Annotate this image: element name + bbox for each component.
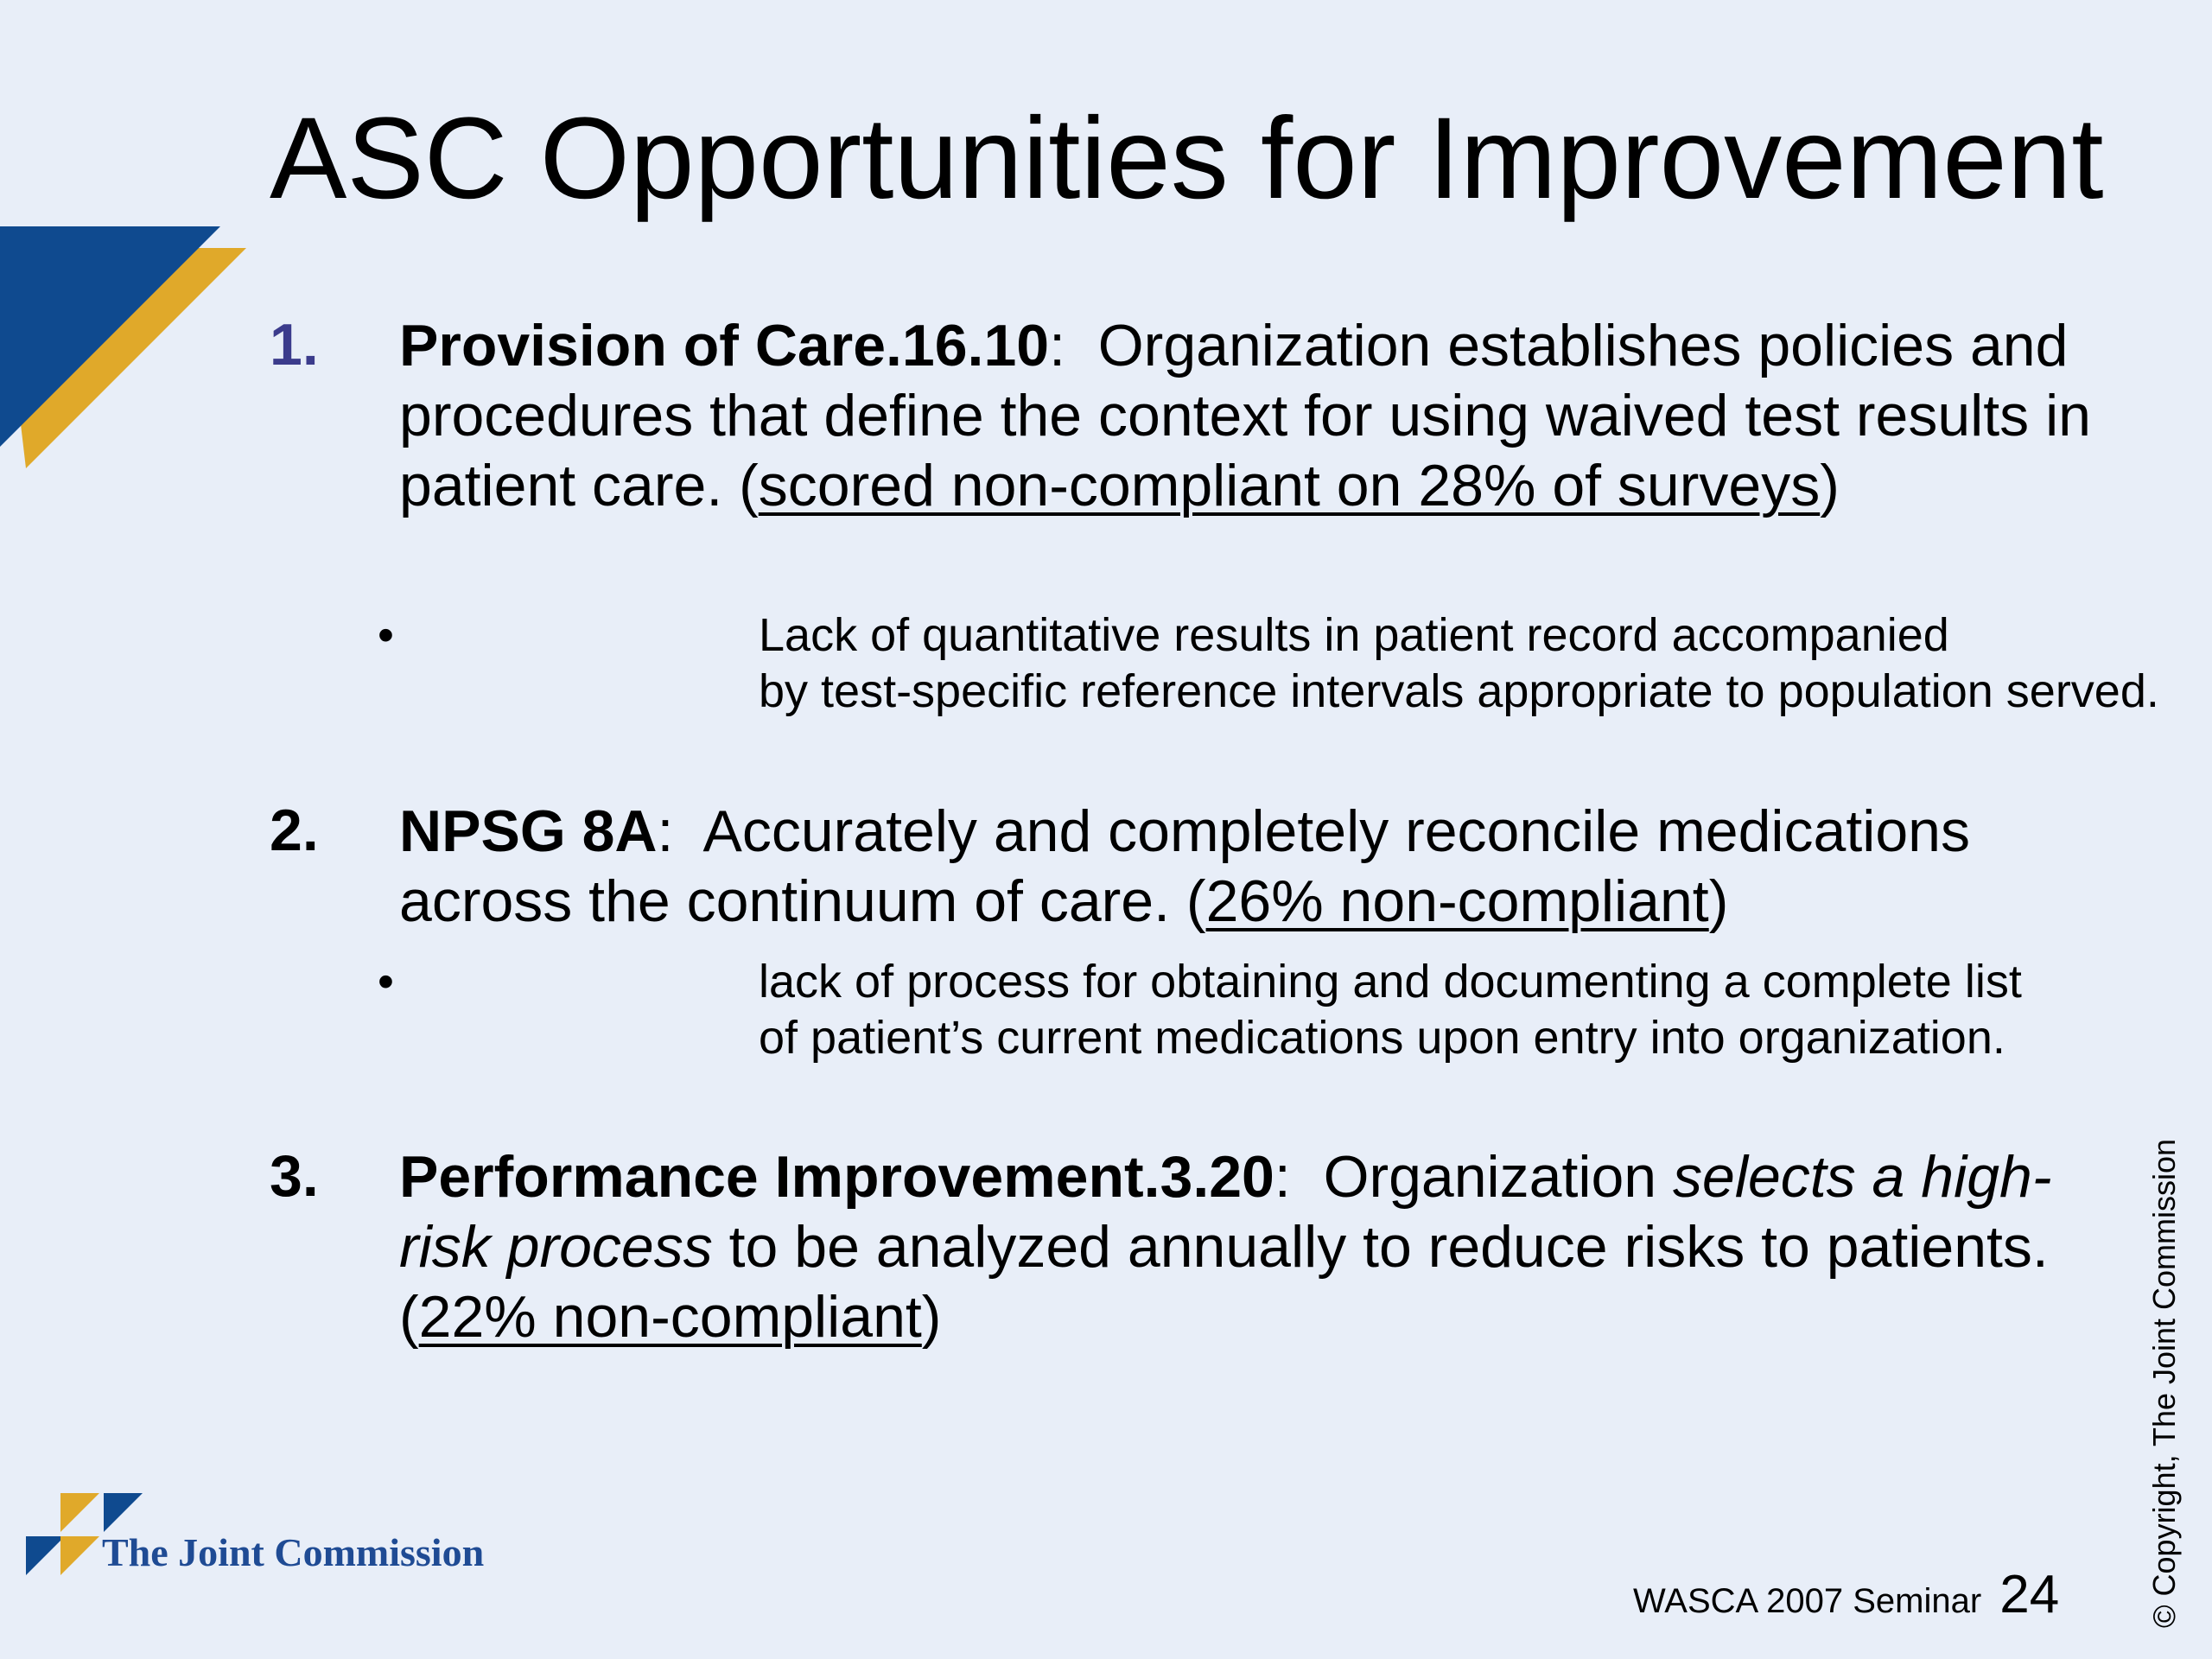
- item-heading: NPSG 8A: [399, 798, 658, 864]
- item-number: 3.: [270, 1143, 319, 1209]
- joint-commission-logo: [26, 1493, 510, 1588]
- item-description: Accurately and completely reconcile medications across the continuum of care.: [399, 798, 1970, 934]
- bullet-icon: •: [378, 956, 394, 1007]
- compliance-stat: 26% non-compliant: [1205, 868, 1709, 934]
- seminar-label: WASCA 2007 Seminar: [1633, 1582, 1982, 1620]
- page-number: 24: [1999, 1565, 2060, 1624]
- item-description: to be analyzed annually to reduce risks to patients.: [728, 1214, 2049, 1280]
- item-heading: Performance Improvement.3.20: [399, 1144, 1274, 1210]
- compliance-stat: scored non-compliant on 28% of surveys: [758, 453, 1821, 518]
- item-heading: Provision of Care.16.10: [399, 313, 1050, 378]
- copyright-notice: © Copyright, The Joint Commission: [2146, 1138, 2182, 1628]
- item-number: 2.: [270, 798, 319, 863]
- item-description: Organization: [1323, 1144, 1657, 1210]
- item-text: Provision of Care.16.10: Organization establishes policies and procedures that define the context for using waived test results in patient care. (scored non-compliant on 28% of surveys): [399, 313, 2091, 518]
- item-number: 1.: [270, 312, 319, 378]
- corner-accent-graphic: [0, 226, 251, 477]
- item-emphasis: selects a high-risk process: [399, 1144, 2052, 1280]
- item-description: Organization establishes policies and procedures that define the context for using waived test results in patient care.: [399, 313, 2091, 518]
- logo-text: The Joint Commission: [102, 1530, 485, 1574]
- item-text: Performance Improvement.3.20: Organization selects a high-risk process to be analyzed annually to reduce risks to patients. (22% non-compliant): [399, 1144, 2052, 1350]
- bullet-icon: •: [378, 609, 394, 661]
- compliance-stat: 22% non-compliant: [418, 1284, 922, 1350]
- slide-title: ASC Opportunities for Improvement: [270, 94, 2104, 223]
- slide-footer: [1633, 1564, 2059, 1625]
- item-text: NPSG 8A: Accurately and completely reconcile medications across the continuum of care. (26% non-compliant): [399, 798, 1970, 934]
